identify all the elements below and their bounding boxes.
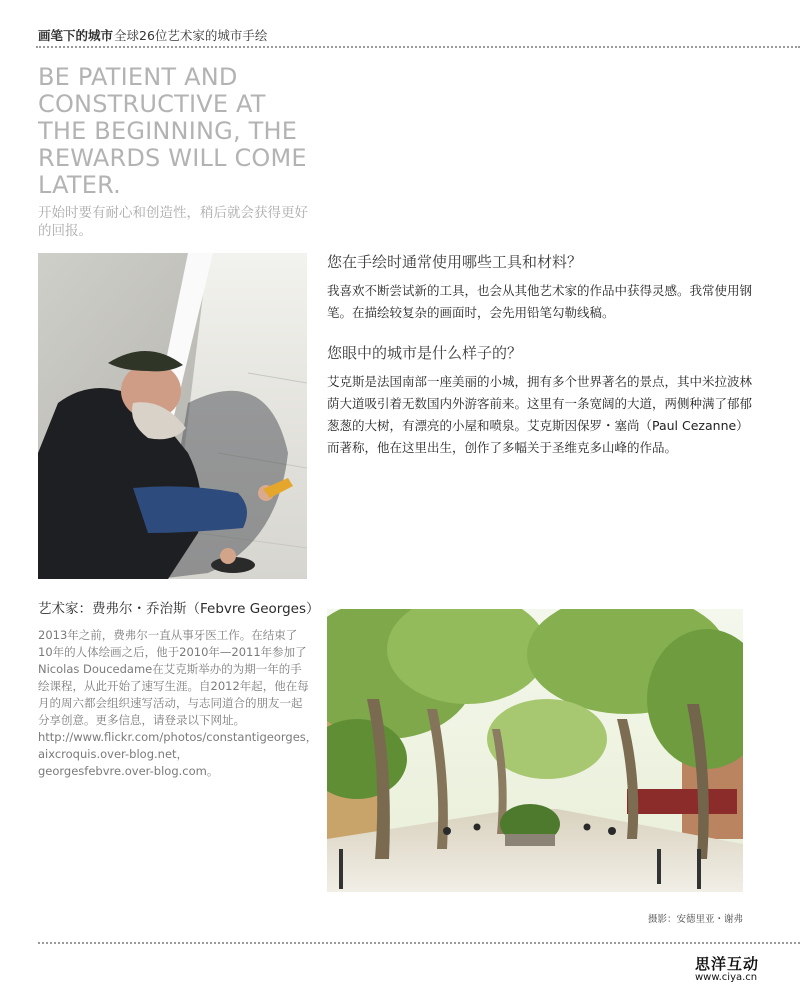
artist-bio <box>38 627 318 780</box>
bio-link[interactable]: georgesfebvre.over-blog.com。 <box>38 764 219 778</box>
bio-text: 2013年之前，费弗尔一直从事牙医工作。在结束了10年的人体绘画之后，他于2010年—2011年参加了Nicolas Doucedame在艾克斯举办的为期一年的手绘课程，从此开始了速写生涯。自2012年起，他在每月的周六都会组织速写活动，与志同道合的朋友一起分享创意。更多信息，请登录以下网址。 <box>38 628 309 727</box>
watermark-name: 思洋互动 <box>695 955 760 973</box>
question-heading: 您眼中的城市是什么样子的？ <box>327 344 523 362</box>
qa-tools <box>327 252 757 324</box>
answer-text: 艾克斯是法国南部一座美丽的小城，拥有多个世界著名的景点，其中米拉波林荫大道吸引着无数国内外游客前来。这里有一条宽阔的大道，两侧种满了郁郁葱葱的大树，有漂亮的小屋和喷泉。艾克斯因保罗・塞尚（Paul Cezanne）而著称，他在这里出生，创作了多幅关于圣维克多山峰的作品。 <box>327 374 753 455</box>
watermark-logo <box>695 953 775 987</box>
quote-chinese: 开始时要有耐心和创造性，稍后就会获得更好的回报。 <box>38 205 308 239</box>
bio-link[interactable]: http://www.flickr.com/photos/constantigeorges， <box>38 730 318 744</box>
answer-text: 我喜欢不断尝试新的工具，也会从其他艺术家的作品中获得灵感。我常使用钢笔。在描绘较复杂的画面时，会先用铅笔勾勒线稿。 <box>327 283 753 320</box>
watermark-url: www.ciya.cn <box>695 972 758 983</box>
street-photo <box>327 609 743 892</box>
photo-credit: 摄影：安德里亚・谢弗 <box>648 914 744 925</box>
bio-link[interactable]: aixcroquis.over-blog.net， <box>38 747 189 761</box>
question-heading: 您在手绘时通常使用哪些工具和材料？ <box>327 253 583 271</box>
quote-english: BE PATIENT AND CONSTRUCTIVE AT THE BEGINNING, THE REWARDS WILL COME LATER. <box>38 63 307 199</box>
header-divider <box>36 46 800 48</box>
book-subtitle: 全球26位艺术家的城市手绘 <box>114 28 268 43</box>
qa-city <box>327 343 757 459</box>
section-title: 画笔下的城市 <box>38 28 114 43</box>
footer-divider <box>38 942 800 944</box>
artist-name: 艺术家：费弗尔・乔治斯（Febvre Georges） <box>38 601 320 617</box>
page-header <box>38 26 800 50</box>
artist-photo <box>38 253 307 579</box>
